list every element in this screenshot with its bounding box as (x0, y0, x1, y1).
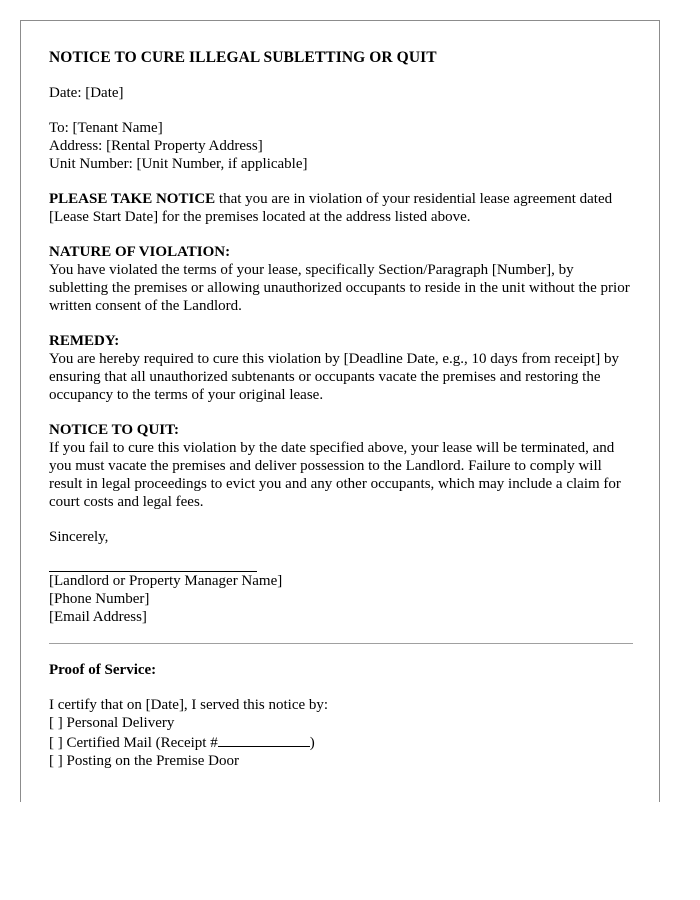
section-divider (49, 643, 633, 644)
recipient-block (49, 119, 633, 173)
receipt-blank (218, 732, 310, 747)
section-quit-body: If you fail to cure this violation by the date specified above, your lease will be terminated, and you must vacate the premises and deliver possession to the Landlord. Failure to comply will result in legal proceedings to evict you and any other occupants, which may include a claim for court costs and legal fees. (49, 440, 621, 510)
section-remedy-body: You are hereby required to cure this violation by [Deadline Date, e.g., 10 days from receipt] by ensuring that all unauthorized subtenants or occupants vacate the premises and restoring the occupancy to the terms of your original lease. (49, 351, 619, 403)
section-violation-body: You have violated the terms of your lease, specifically Section/Paragraph [Number], by subletting the premises or allowing unauthorized occupants to reside in the unit without the prior written consent of the Landlord. (49, 262, 630, 314)
proof-option-posting: [ ] Posting on the Premise Door (49, 753, 239, 769)
proof-option-personal: [ ] Personal Delivery (49, 715, 175, 731)
signature-phone: [Phone Number] (49, 591, 150, 607)
document-content (49, 49, 633, 787)
signature-name: [Landlord or Property Manager Name] (49, 573, 283, 589)
signature-block (49, 571, 633, 626)
proof-option-mail (49, 732, 633, 752)
recipient-unit: Unit Number: [Unit Number, if applicable] (49, 156, 308, 172)
notice-text: that you are in violation of your residential lease agreement dated [Lease Start Date] for the premises located at the address listed above. (49, 191, 613, 225)
section-violation (49, 243, 633, 315)
section-quit-heading: NOTICE TO QUIT: (49, 422, 180, 438)
document-page (20, 20, 660, 802)
closing: Sincerely, (49, 529, 109, 545)
proof-block (49, 696, 633, 770)
recipient-address: Address: [Rental Property Address] (49, 138, 263, 154)
section-remedy (49, 332, 633, 404)
section-notice-to-quit (49, 421, 633, 511)
proof-heading-text: Proof of Service: (49, 662, 157, 678)
receipt-close: ) (309, 735, 315, 751)
section-violation-heading: NATURE OF VIOLATION: (49, 244, 231, 260)
notice-paragraph (49, 190, 633, 226)
proof-heading (49, 661, 633, 679)
proof-certify: I certify that on [Date], I served this notice by: (49, 697, 329, 713)
section-remedy-heading: REMEDY: (49, 333, 120, 349)
recipient-to: To: [Tenant Name] (49, 120, 163, 136)
document-title: NOTICE TO CURE ILLEGAL SUBLETTING OR QUIT (49, 49, 437, 66)
signature-email: [Email Address] (49, 609, 147, 625)
date-line: Date: [Date] (49, 85, 124, 101)
proof-option-mail-label: [ ] Certified Mail (Receipt # (49, 735, 218, 751)
notice-lead: PLEASE TAKE NOTICE (49, 191, 216, 207)
